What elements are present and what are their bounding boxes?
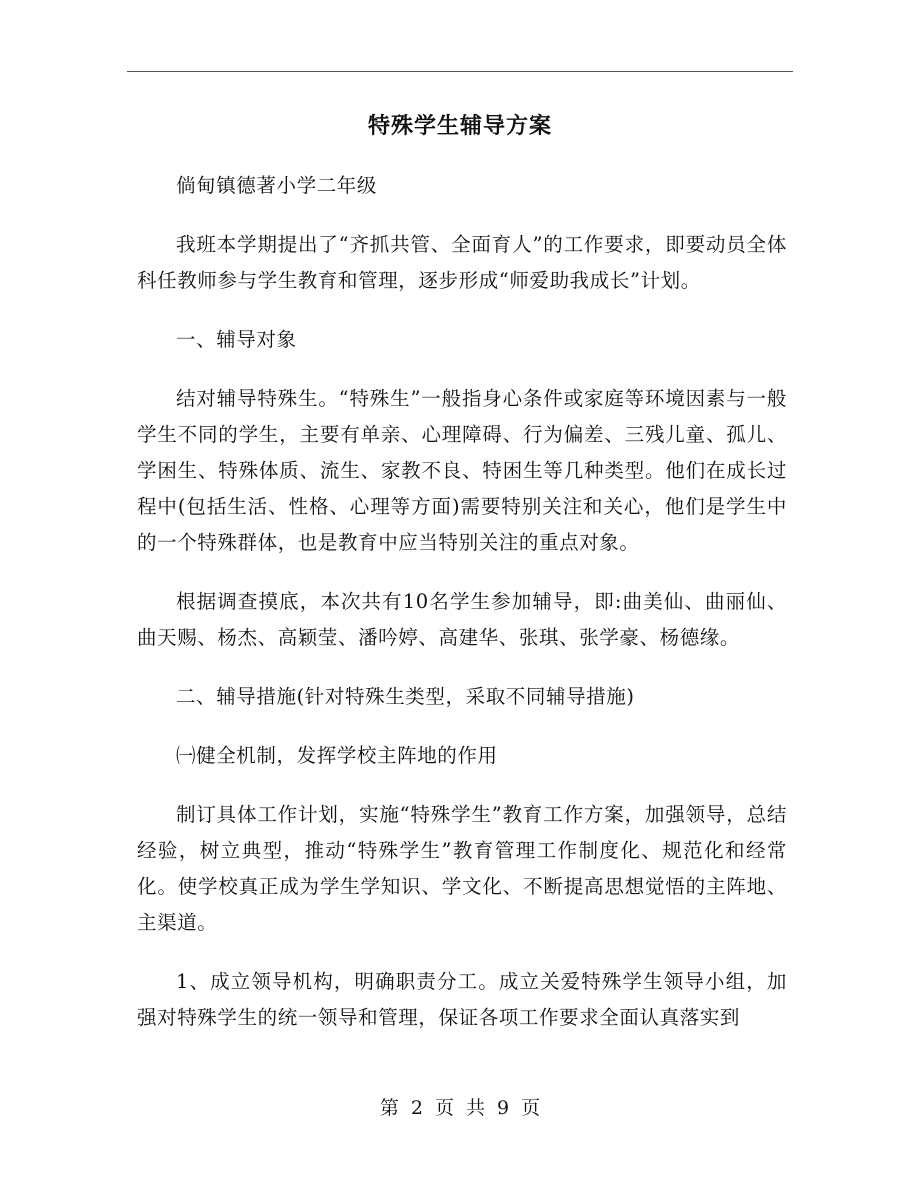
intro-paragraph: 我班本学期提出了“齐抓共管、全面育人”的工作要求，即要动员全体科任教师参与学生教育和管理，逐步形成“师爱助我成长”计划。 <box>137 233 787 292</box>
subheading-1: ㈠健全机制，发挥学校主阵地的作用 <box>176 744 498 767</box>
page-footer: 第 2 页 共 9 页 <box>379 1097 541 1119</box>
paragraph-work-plan: 制订具体工作计划，实施“特殊学生”教育工作方案，加强领导，总结经验，树立典型，推动“特殊学生”教育管理工作制度化、规范化和经常化。使学校真正成为学生学知识、学文化、不断提高思想觉悟的主阵地、主渠道。 <box>137 803 787 934</box>
document-title: 特殊学生辅导方案 <box>367 113 552 139</box>
document-body <box>137 168 787 1059</box>
header-rule <box>127 71 793 72</box>
paragraph-student-list: 根据调查摸底，本次共有10名学生参加辅导，即:曲美仙、曲丽仙、曲天赐、杨杰、高颖莹、潘吟婷、高建华、张琪、张学豪、杨德缘。 <box>137 590 787 649</box>
school-line: 倘甸镇德著小学二年级 <box>176 174 378 197</box>
section-heading-1: 一、辅导对象 <box>176 328 297 351</box>
paragraph-leadership: 1、成立领导机构，明确职责分工。成立关爱特殊学生领导小组，加强对特殊学生的统一领导和管理，保证各项工作要求全面认真落实到 <box>137 970 787 1029</box>
section-heading-2: 二、辅导措施(针对特殊生类型，采取不同辅导措施) <box>176 685 635 708</box>
paragraph-target-students: 结对辅导特殊生。“特殊生”一般指身心条件或家庭等环境因素与一般学生不同的学生，主要有单亲、心理障碍、行为偏差、三残儿童、孤儿、学困生、特殊体质、流生、家教不良、特困生等几种类型。他们在成长过程中(包括生活、性格、心理等方面)需要特别关注和关心，他们是学生中的一个特殊群体，也是教育中应当特别关注的重点对象。 <box>137 387 787 554</box>
